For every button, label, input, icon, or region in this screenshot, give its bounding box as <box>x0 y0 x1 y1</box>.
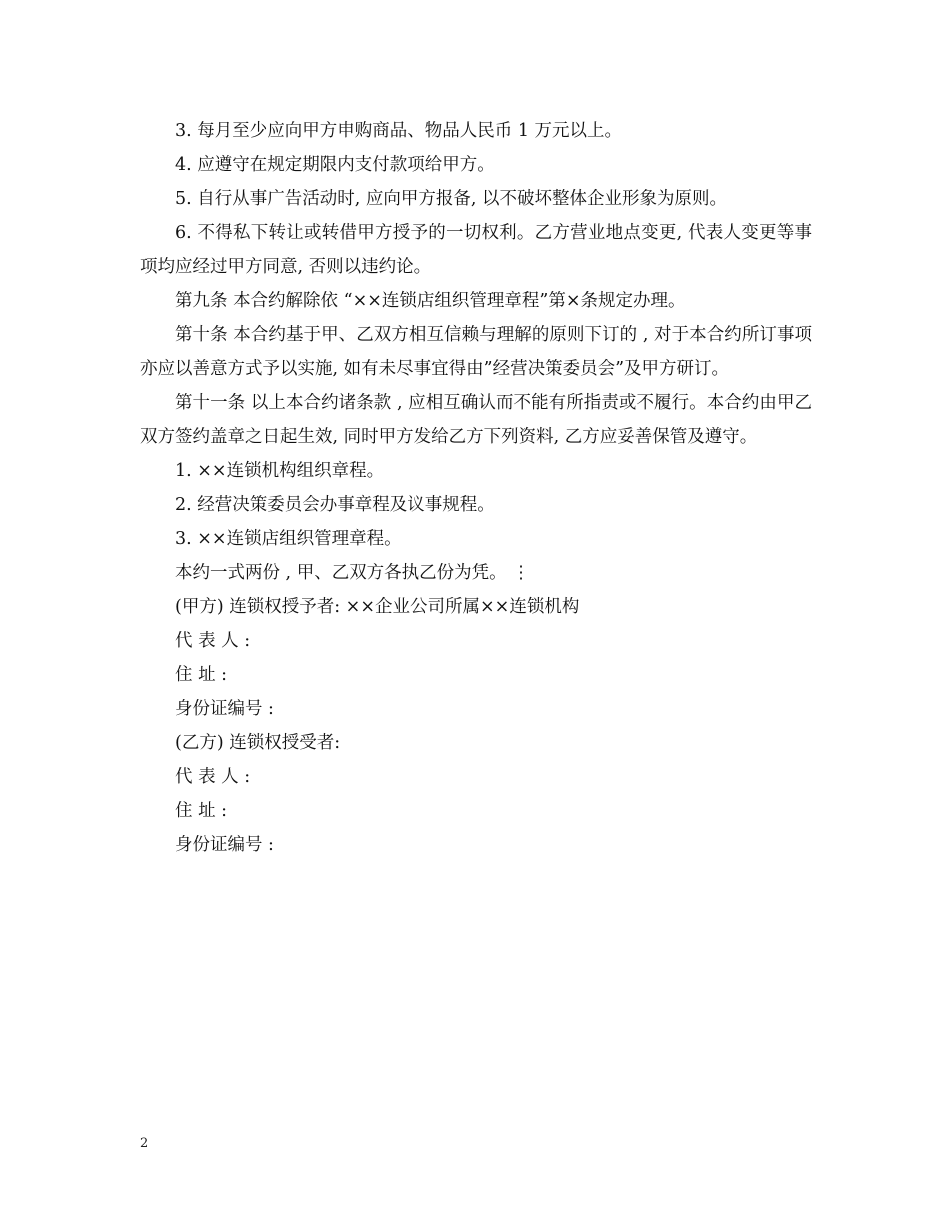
party-a-id-number: 身份证编号 : <box>175 699 274 719</box>
party-b-grantee: (乙方) 连锁权授受者: <box>175 733 341 753</box>
clause-item-4: 4. 应遵守在规定期限内支付款项给甲方。 <box>175 155 495 175</box>
material-item-3: 3. ××连锁店组织管理章程。 <box>175 529 402 549</box>
copies-note: 本约一式两份 , 甲、乙双方各执乙份为凭。 ⋮ <box>175 563 530 583</box>
party-b-id-number: 身份证编号 : <box>175 835 274 855</box>
clause-item-3: 3. 每月至少应向甲方申购商品、物品人民币 1 万元以上。 <box>175 121 623 141</box>
party-b-address: 住 址 : <box>175 801 228 821</box>
material-item-1: 1. ××连锁机构组织章程。 <box>175 461 385 481</box>
article-11: 第十一条 以上本合约诸条款 , 应相互确认而不能有所指责或不履行。本合约由甲乙双方签约盖章之日起生效, 同时甲方发给乙方下列资料, 乙方应妥善保管及遵守。 <box>140 393 812 447</box>
article-10: 第十条 本合约基于甲、乙双方相互信赖与理解的原则下订的 , 对于本合约所订事项亦应以善意方式予以实施, 如有未尽事宜得由”经营决策委员会”及甲方研订。 <box>140 325 812 379</box>
article-9: 第九条 本合约解除依 “××连锁店组织管理章程”第×条规定办理。 <box>175 291 686 311</box>
party-b-representative: 代 表 人 : <box>175 767 251 787</box>
material-item-2: 2. 经营决策委员会办事章程及议事规程。 <box>175 495 495 515</box>
party-a-representative: 代 表 人 : <box>175 631 251 651</box>
clause-item-6: 6. 不得私下转让或转借甲方授予的一切权利。乙方营业地点变更, 代表人变更等事项均应经过甲方同意, 否则以违约论。 <box>140 223 812 277</box>
party-a-grantor: (甲方) 连锁权授予者: ××企业公司所属××连锁机构 <box>175 597 580 617</box>
clause-item-5: 5. 自行从事广告活动时, 应向甲方报备, 以不破坏整体企业形象为原则。 <box>175 189 728 209</box>
document-body <box>140 114 812 862</box>
party-a-address: 住 址 : <box>175 665 228 685</box>
page-number: 2 <box>140 1136 149 1151</box>
